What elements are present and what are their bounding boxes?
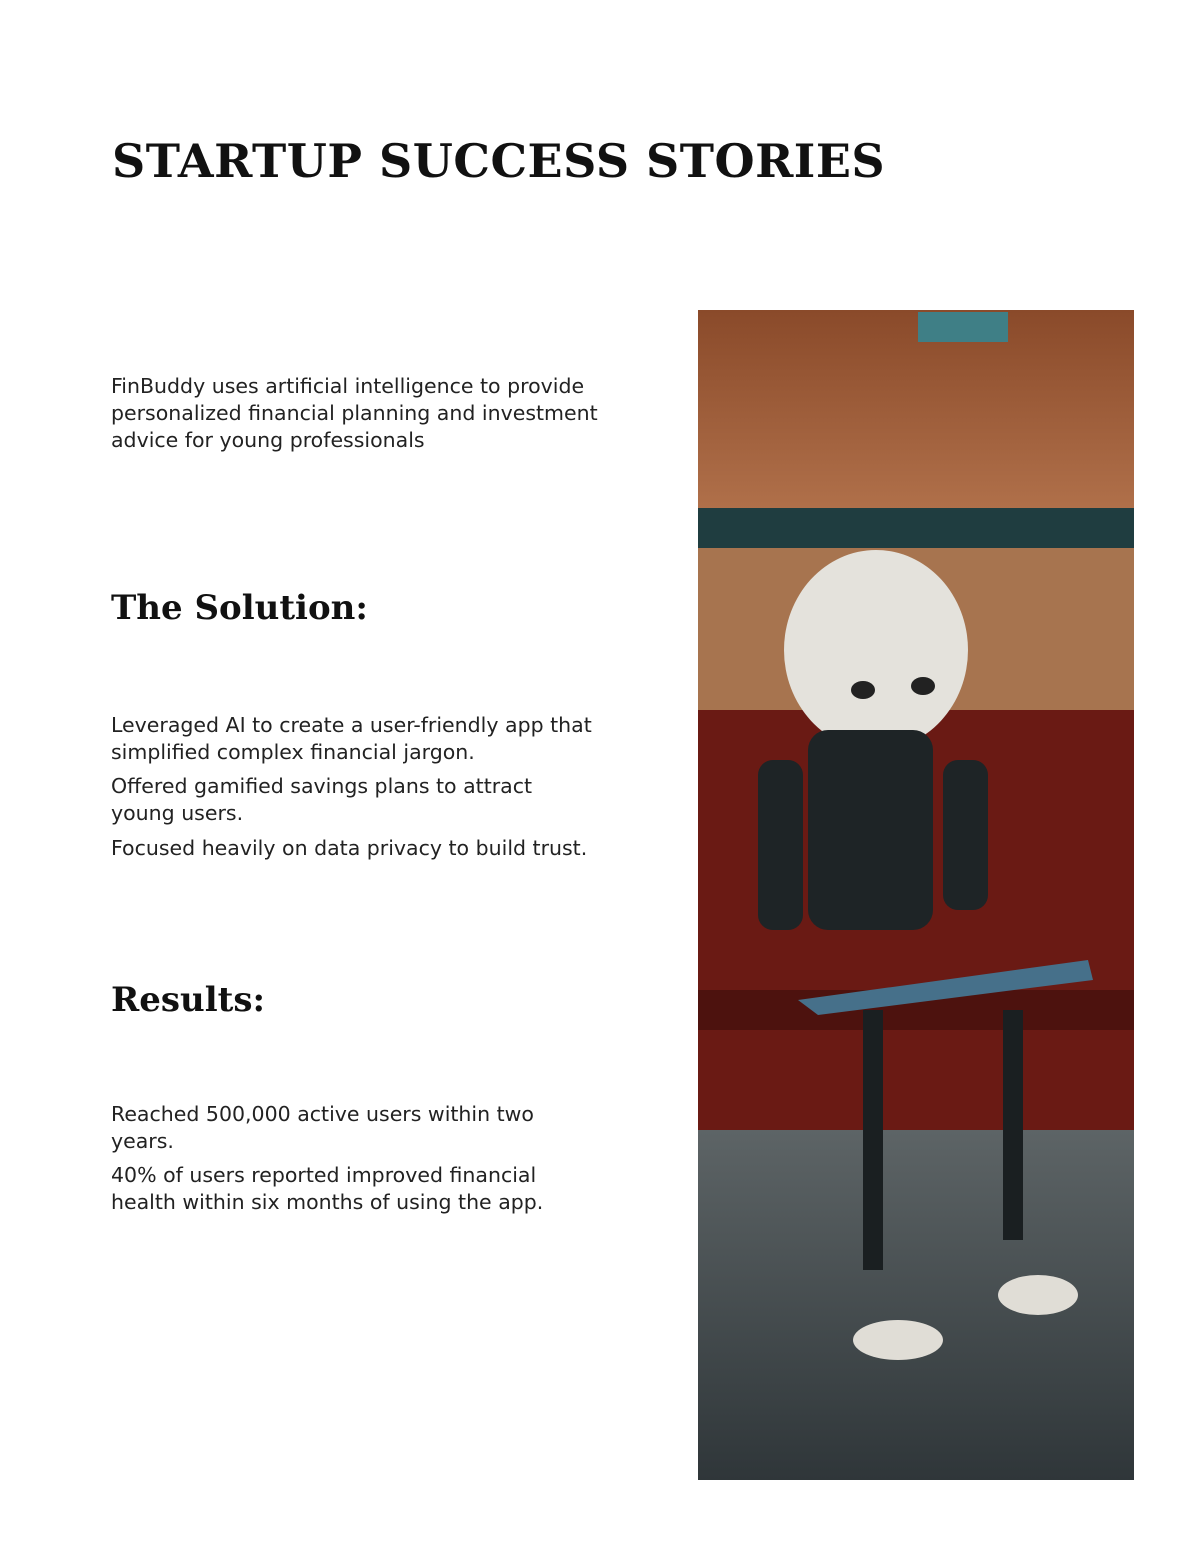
results-point: Reached 500,000 active users within two years. [111,1102,534,1153]
solution-point: Leveraged AI to create a user-friendly app that simplified complex financial jargon. [111,713,592,764]
page-title: STARTUP SUCCESS STORIES [112,134,886,188]
solution-point: Focused heavily on data privacy to build trust. [111,836,588,860]
results-heading: Results: [111,980,266,1020]
intro-text: FinBuddy uses artificial intelligence to provide personalized financial planning and investment advice for young professionals [111,374,598,452]
results-point: 40% of users reported improved financial health within six months of using the app. [111,1163,544,1214]
robot-photo [698,310,1134,1480]
solution-point: Offered gamified savings plans to attract young users. [111,774,533,825]
solution-heading: The Solution: [111,588,368,628]
